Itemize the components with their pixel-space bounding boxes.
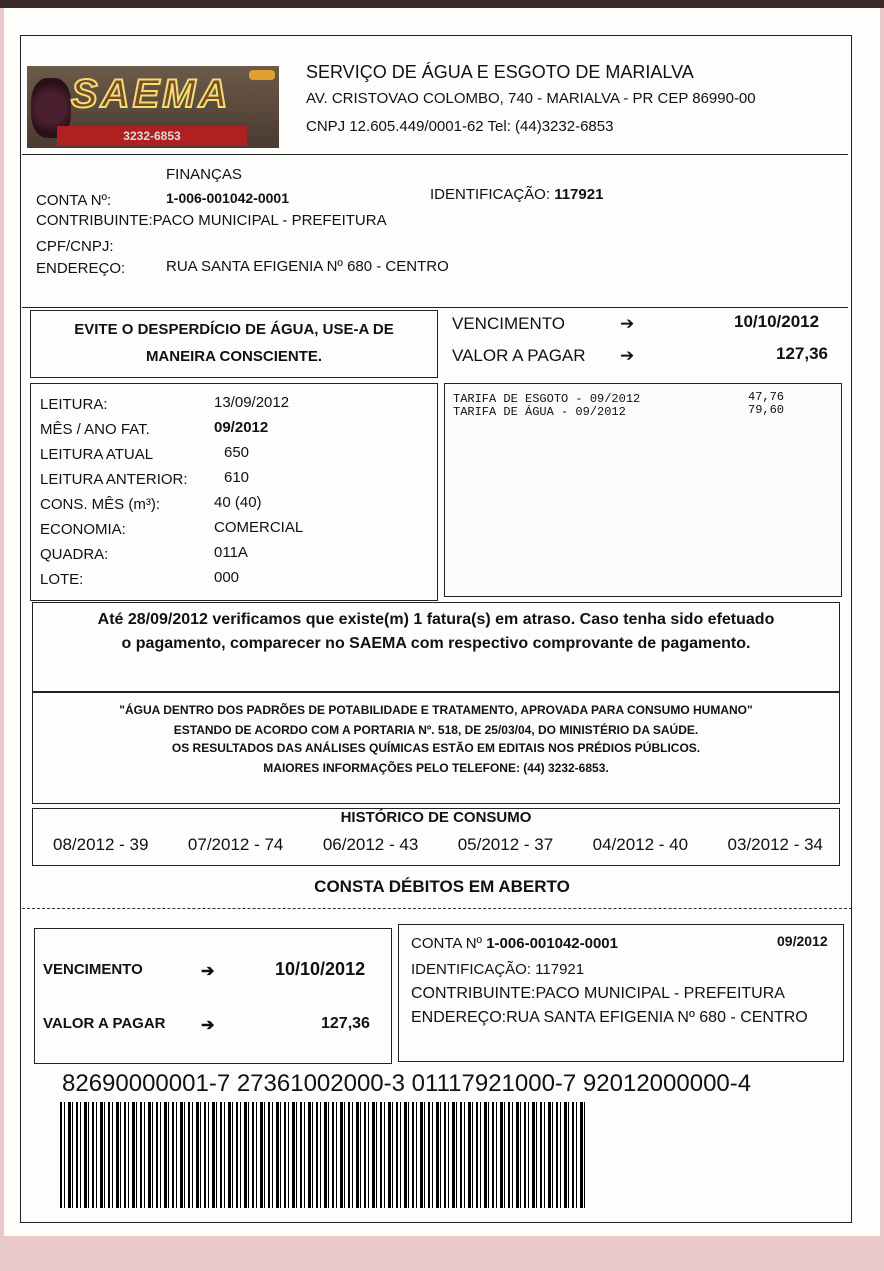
- valor-value: 127,36: [776, 344, 828, 363]
- reading-label: ECONOMIA:: [40, 521, 126, 538]
- cut-line: [22, 908, 852, 909]
- history-item: 04/2012 - 40: [592, 835, 689, 854]
- charge-desc: TARIFA DE ESGOTO - 09/2012: [453, 392, 641, 406]
- barcode-digits: 82690000001-7 27361002000-3 01117921000-7 92012000000-4: [62, 1070, 752, 1097]
- cpf-label: CPF/CNPJ:: [36, 238, 114, 255]
- quality-line: OS RESULTADOS DAS ANÁLISES QUÍMICAS ESTÃO EM EDITAIS NOS PRÉDIOS PÚBLICOS.: [171, 741, 701, 755]
- stub-mes: 09/2012: [777, 933, 828, 949]
- reading-label: LEITURA ANTERIOR:: [40, 471, 188, 488]
- charge-desc: TARIFA DE ÁGUA - 09/2012: [453, 405, 626, 419]
- reading-label: LEITURA ATUAL: [40, 446, 154, 463]
- endereco-value: RUA SANTA EFIGENIA Nº 680 - CENTRO: [166, 258, 449, 275]
- notice-line1: EVITE O DESPERDÍCIO DE ÁGUA, USE-A DE: [74, 321, 394, 338]
- reading-value: 610: [224, 469, 250, 486]
- reading-value: 650: [224, 444, 250, 461]
- contrib-label: CONTRIBUINTE:: [36, 212, 153, 229]
- debts-notice: CONSTA DÉBITOS EM ABERTO: [314, 877, 570, 896]
- reading-value: 40 (40): [214, 494, 262, 511]
- org-cnpj: CNPJ 12.605.449/0001-62 Tel: (44)3232-6853: [306, 118, 614, 135]
- org-address: AV. CRISTOVAO COLOMBO, 740 - MARIALVA - PR CEP 86990-00: [306, 90, 756, 107]
- ident-value: 117921: [554, 186, 604, 203]
- stub-payment-box: [34, 928, 392, 1064]
- quality-box: [32, 692, 840, 804]
- stub-ident: IDENTIFICAÇÃO: 117921: [411, 961, 585, 978]
- arrow-icon: ➔: [620, 346, 635, 365]
- reading-value: 09/2012: [214, 419, 269, 436]
- charge-value: 47,76: [748, 390, 785, 404]
- stub-valor-value: 127,36: [321, 1015, 370, 1032]
- stub-vencimento-label: VENCIMENTO: [43, 961, 143, 978]
- quality-line: "ÁGUA DENTRO DOS PADRÕES DE POTABILIDADE E TRATAMENTO, APROVADA PARA CONSUMO HUMANO": [119, 703, 753, 717]
- reading-label: LOTE:: [40, 571, 84, 588]
- notice-box: [30, 310, 438, 378]
- history-item: 07/2012 - 74: [187, 835, 284, 854]
- history-title: HISTÓRICO DE CONSUMO: [340, 809, 532, 826]
- overdue-line1: Até 28/09/2012 verificamos que existe(m) 1 fatura(s) em atraso. Caso tenha sido efetuado: [97, 611, 775, 628]
- history-item: 05/2012 - 37: [457, 835, 554, 854]
- reading-label: LEITURA:: [40, 396, 108, 413]
- reading-value: 000: [214, 569, 240, 586]
- saema-logo: [27, 66, 279, 148]
- org-name: SERVIÇO DE ÁGUA E ESGOTO DE MARIALVA: [306, 62, 694, 82]
- valve-icon: [249, 70, 275, 80]
- endereco-label: ENDEREÇO:: [36, 260, 126, 277]
- scan-edge: [0, 0, 884, 8]
- stub-endereco: ENDEREÇO:RUA SANTA EFIGENIA Nº 680 - CENTRO: [411, 1009, 808, 1026]
- department: FINANÇAS: [166, 166, 242, 183]
- quality-line: ESTANDO DE ACORDO COM A PORTARIA Nº. 518, DE 25/03/04, DO MINISTÉRIO DA SAÚDE.: [173, 723, 699, 737]
- stub-conta: 1-006-001042-0001: [486, 935, 618, 952]
- quality-line: MAIORES INFORMAÇÕES PELO TELEFONE: (44) 3232-6853.: [263, 761, 609, 775]
- arrow-icon: ➔: [201, 1017, 215, 1034]
- reading-label: MÊS / ANO FAT.: [40, 421, 150, 438]
- stub-account-box: [398, 924, 844, 1062]
- conta-number: 1-006-001042-0001: [166, 190, 289, 206]
- history-box: [32, 808, 840, 866]
- conta-label: CONTA Nº:: [36, 192, 112, 209]
- valor-label: VALOR A PAGAR: [452, 346, 586, 365]
- reading-value: 13/09/2012: [214, 394, 290, 411]
- history-item: 03/2012 - 34: [727, 835, 823, 854]
- logo-phone: 3232-6853: [57, 126, 247, 146]
- stub-conta-label: CONTA Nº: [411, 935, 483, 952]
- history-list: [53, 835, 823, 855]
- overdue-line2: o pagamento, comparecer no SAEMA com respectivo comprovante de pagamento.: [121, 635, 751, 652]
- history-item: 06/2012 - 43: [322, 835, 419, 854]
- reading-label: QUADRA:: [40, 546, 109, 563]
- vencimento-label: VENCIMENTO: [452, 314, 566, 333]
- stub-contrib: CONTRIBUINTE:PACO MUNICIPAL - PREFEITURA: [411, 985, 785, 1002]
- reading-value: 011A: [214, 544, 248, 561]
- barcode: [60, 1102, 588, 1208]
- history-item: 08/2012 - 39: [53, 835, 149, 854]
- arrow-icon: ➔: [201, 963, 215, 980]
- ident-label: IDENTIFICAÇÃO:: [430, 186, 551, 203]
- notice-line2: MANEIRA CONSCIENTE.: [145, 348, 323, 365]
- stub-valor-label: VALOR A PAGAR: [43, 1015, 166, 1032]
- arrow-icon: ➔: [620, 314, 635, 333]
- reading-value: COMERCIAL: [214, 519, 304, 536]
- overdue-box: [32, 602, 840, 692]
- contrib-value: PACO MUNICIPAL - PREFEITURA: [152, 212, 387, 229]
- charge-value: 79,60: [748, 403, 785, 417]
- vencimento-value: 10/10/2012: [734, 312, 820, 331]
- divider: [22, 307, 848, 308]
- reading-label: CONS. MÊS (m³):: [40, 496, 160, 513]
- divider: [22, 154, 848, 155]
- logo-wordmark: SAEMA: [71, 72, 231, 116]
- stub-vencimento-value: 10/10/2012: [275, 959, 366, 979]
